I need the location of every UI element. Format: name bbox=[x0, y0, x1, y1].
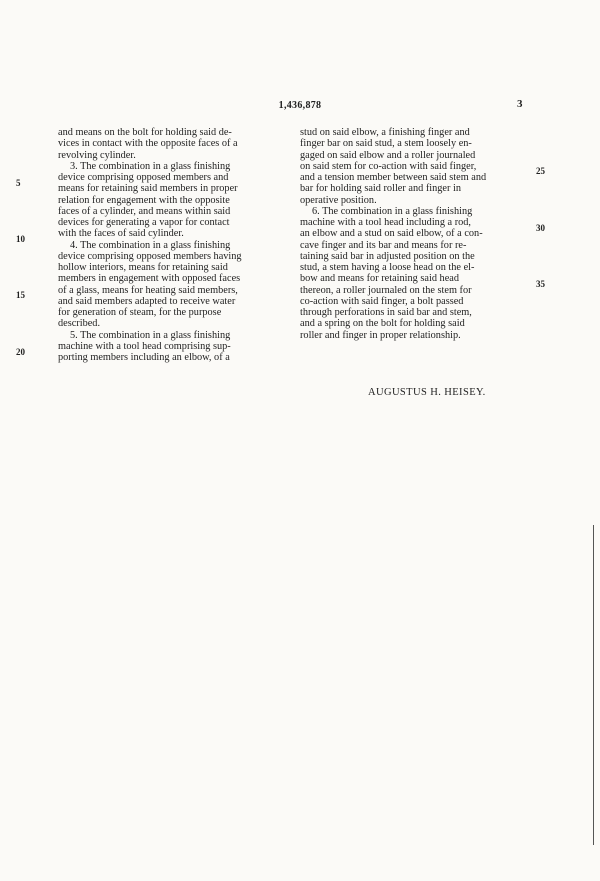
text-line: hollow interiors, means for retaining said bbox=[58, 262, 228, 273]
text-line: with the faces of said cylinder. bbox=[58, 228, 184, 240]
line-number: 25 bbox=[536, 166, 545, 176]
text-line: machine with a tool head comprising sup- bbox=[58, 340, 231, 352]
text-line: and said members adapted to receive water bbox=[58, 295, 236, 307]
text-line: and a spring on the bolt for holding said bbox=[300, 318, 465, 330]
patent-number: 1,436,878 bbox=[278, 100, 322, 111]
line-number: 5 bbox=[16, 178, 21, 188]
text-line: vices in contact with the opposite faces of a bbox=[58, 138, 238, 150]
text-line: co-action with said finger, a bolt passed bbox=[300, 295, 464, 307]
claim-6-start: 6. The combination in a glass finishing bbox=[312, 205, 473, 217]
text-line: bar for holding said roller and finger in bbox=[300, 183, 461, 195]
text-line: finger bar on said stud, a stem loosely en- bbox=[300, 138, 472, 150]
text-line: machine with a tool head including a rod, bbox=[300, 217, 471, 228]
text-line: and means on the bolt for holding said de- bbox=[58, 127, 232, 138]
line-number: 10 bbox=[16, 234, 25, 244]
right-column bbox=[300, 127, 532, 341]
left-column bbox=[58, 127, 290, 363]
text-line: faces of a cylinder, and means within said bbox=[58, 205, 231, 217]
text-line: devices for generating a vapor for contact bbox=[58, 217, 230, 228]
text-line: and a tension member between said stem and bbox=[300, 172, 487, 183]
text-line: thereon, a roller journaled on the stem for bbox=[300, 284, 472, 296]
text-line: gaged on said elbow and a roller journaled bbox=[300, 149, 476, 161]
text-line: an elbow and a stud on said elbow, of a con- bbox=[300, 228, 483, 240]
claim-5-start: 5. The combination in a glass finishing bbox=[70, 329, 231, 341]
text-line: roller and finger in proper relationship. bbox=[300, 329, 461, 341]
text-line: bow and means for retaining said head bbox=[300, 273, 459, 285]
text-line: cave finger and its bar and means for re- bbox=[300, 239, 467, 251]
text-line: relation for engagement with the opposite bbox=[58, 194, 230, 206]
text-line: means for retaining said members in proper bbox=[58, 183, 238, 195]
text-line: device comprising opposed members and bbox=[58, 172, 229, 183]
text-line: stud on said elbow, a finishing finger and bbox=[300, 127, 470, 138]
text-line: operative position. bbox=[300, 194, 377, 206]
line-number: 15 bbox=[16, 290, 25, 300]
inventor-signature: AUGUSTUS H. HEISEY. bbox=[368, 387, 486, 398]
text-line: porting members including an elbow, of a bbox=[58, 352, 230, 363]
line-number: 35 bbox=[536, 279, 545, 289]
text-line: members in engagement with opposed faces bbox=[58, 273, 241, 285]
text-line: described. bbox=[58, 318, 101, 330]
line-number: 30 bbox=[536, 223, 545, 233]
text-line: through perforations in said bar and stem, bbox=[300, 307, 472, 318]
text-line: stud, a stem having a loose head on the el- bbox=[300, 262, 475, 273]
text-line: revolving cylinder. bbox=[58, 149, 136, 161]
text-line: on said stem for co-action with said finger, bbox=[300, 160, 477, 172]
text-line: device comprising opposed members having bbox=[58, 250, 242, 262]
claim-3-start: 3. The combination in a glass finishing bbox=[70, 160, 231, 172]
claim-4-start: 4. The combination in a glass finishing bbox=[70, 239, 231, 251]
line-number: 20 bbox=[16, 347, 25, 357]
text-line: taining said bar in adjusted position on the bbox=[300, 250, 475, 262]
text-line: for generation of steam, for the purpose bbox=[58, 307, 222, 318]
text-line: of a glass, means for heating said members, bbox=[58, 284, 238, 296]
page-mark: 3 bbox=[517, 98, 523, 110]
scan-edge-line bbox=[593, 525, 594, 845]
